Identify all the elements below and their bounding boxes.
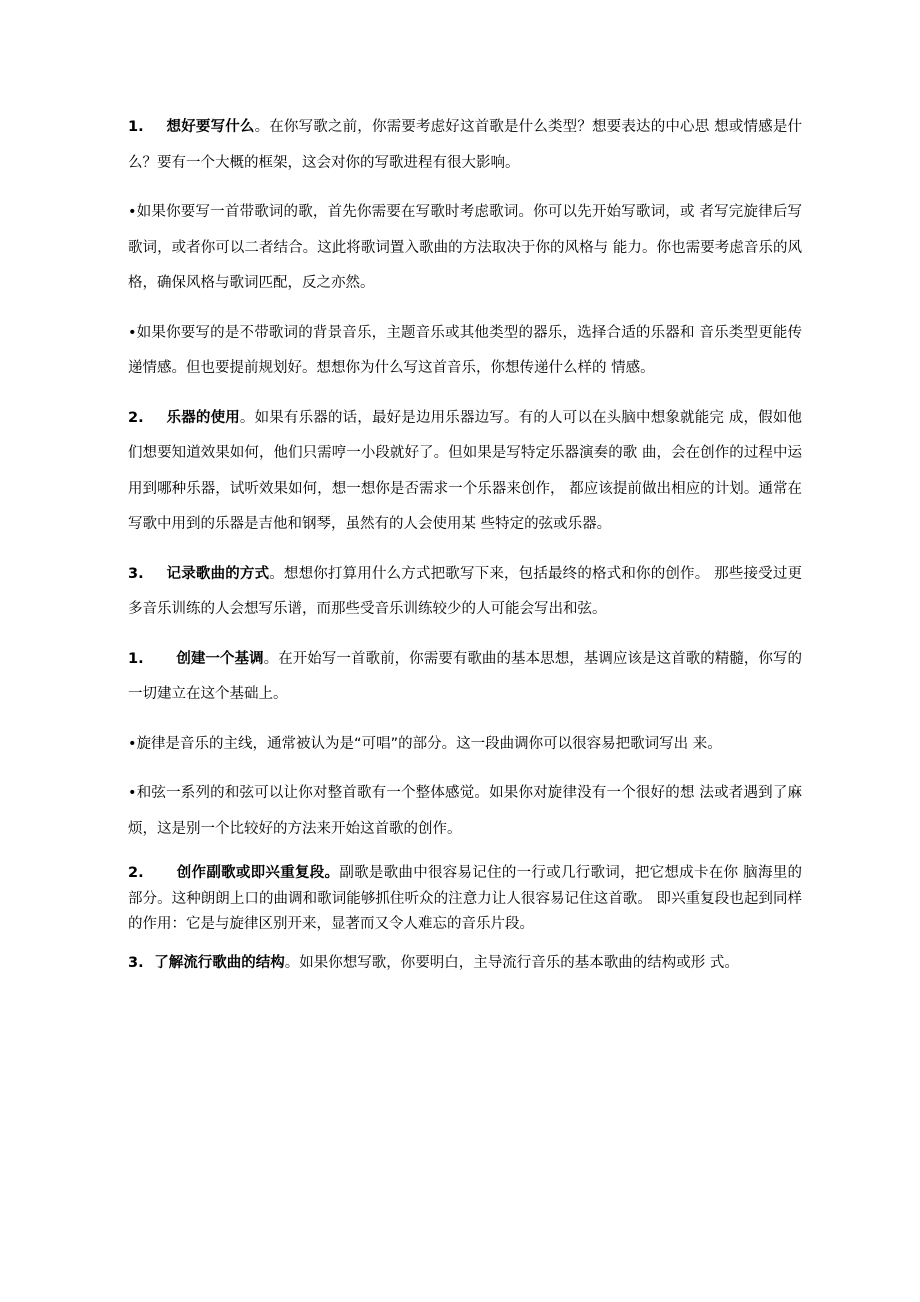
list-item-3 [128,557,802,628]
bullet-marker: • [128,204,137,221]
list-item-5 [128,861,802,937]
bullet-body: 和弦一系列的和弦可以让你对整首歌有一个整体感觉。如果你对旋律没有一个很好的想 法或者遇到了麻烦，这是别一个比较好的方法来开始这首歌的创作。 [128,785,802,837]
bullet-body: 如果你要写一首带歌词的歌，首先你需要在写歌时考虑歌词。你可以先开始写歌词，或 者写完旋律后写歌词，或者你可以二者结合。这此将歌词置入歌曲的方法取决于你的风格与 能力。你也需要考虑音乐的风格，确保风格与歌词匹配，反之亦然。 [128,204,802,292]
paragraph-text [128,776,802,847]
list-item-2 [128,401,802,543]
paragraph-text [128,642,802,713]
bullet-marker: • [128,735,137,752]
paragraph-text [128,110,802,181]
list-number: 2. [128,865,144,882]
list-heading: 创建一个基调 [176,650,264,667]
bullet-item-3 [128,727,802,763]
list-number: 1. [128,119,144,135]
list-body: 。想想你打算用什么方式把歌写下来，包括最终的格式和你的创作。 那些接受过更多音乐训练的人会想写乐谱，而那些受音乐训练较少的人可能会写出和弦。 [128,565,803,618]
list-body: 。在你写歌之前，你需要考虑好这首歌是什么类型？想要表达的中心思 想或情感是什么？要有一个大概的框架，这会对你的写歌进程有很大影响。 [128,119,803,171]
list-number: 1. [128,650,144,667]
paragraph-text [128,401,802,543]
list-heading: 创作副歌或即兴重复段。 [176,865,340,882]
list-item-6 [128,951,802,976]
list-heading: 记录歌曲的方式 [166,565,270,582]
paragraph-text [128,951,802,976]
paragraph-text [128,557,802,628]
list-item-4 [128,642,802,713]
list-body: 。如果你想写歌，你要明白，主导流行音乐的基本歌曲的结构或形 式。 [284,955,739,972]
list-number: 2. [128,409,144,426]
paragraph-text [128,316,802,387]
bullet-item-4 [128,776,802,847]
list-body: 。在开始写一首歌前，你需要有歌曲的基本思想，基调应该是这首歌的精髓，你写的一切建立在这个基础上。 [128,650,803,703]
bullet-marker: • [128,785,137,802]
list-number: 3. [128,565,144,582]
list-heading: 想好要写什么 [166,119,255,135]
bullet-body: 旋律是音乐的主线，通常被认为是“可唱”的部分。这一段曲调你可以很容易把歌词写出 来。 [136,735,722,752]
bullet-marker: • [128,324,137,341]
paragraph-text [128,727,802,763]
list-heading: 了解流行歌曲的结构 [154,955,285,972]
list-item-1 [128,110,802,181]
bullet-item-1 [128,195,802,302]
paragraph-text [128,195,802,302]
bullet-item-2 [128,316,802,387]
list-body: 。如果有乐器的话，最好是边用乐器边写。有的人可以在头脑中想象就能完 成，假如他们想要知道效果如何，他们只需哼一小段就好了。但如果是写特定乐器演奏的歌 曲，会在创作的过程中运用到哪种乐器，试听效果如何，想一想你是否需求一个乐器来创作， 都应该提前做出相应的计划。通常在写歌中用到的乐器是吉他和钢琴，虽然有的人会使用某 些特定的弦或乐器。 [128,409,803,533]
list-number: 3. [128,955,144,972]
list-body: 副歌是歌曲中很容易记住的一行或几行歌词，把它想成卡在你 脑海里的部分。这种朗朗上口的曲调和歌词能够抓住听众的注意力让人很容易记住这首歌。 即兴重复段也起到同样的作用：它是与旋律区别开来，显著而又令人难忘的音乐片段。 [128,865,803,933]
paragraph-text [128,861,802,937]
bullet-body: 如果你要写的是不带歌词的背景音乐，主题音乐或其他类型的器乐，选择合适的乐器和 音乐类型更能传递情感。但也要提前规划好。想想你为什么写这首音乐，你想传递什么样的 情感。 [128,324,802,377]
list-heading: 乐器的使用 [166,409,240,426]
